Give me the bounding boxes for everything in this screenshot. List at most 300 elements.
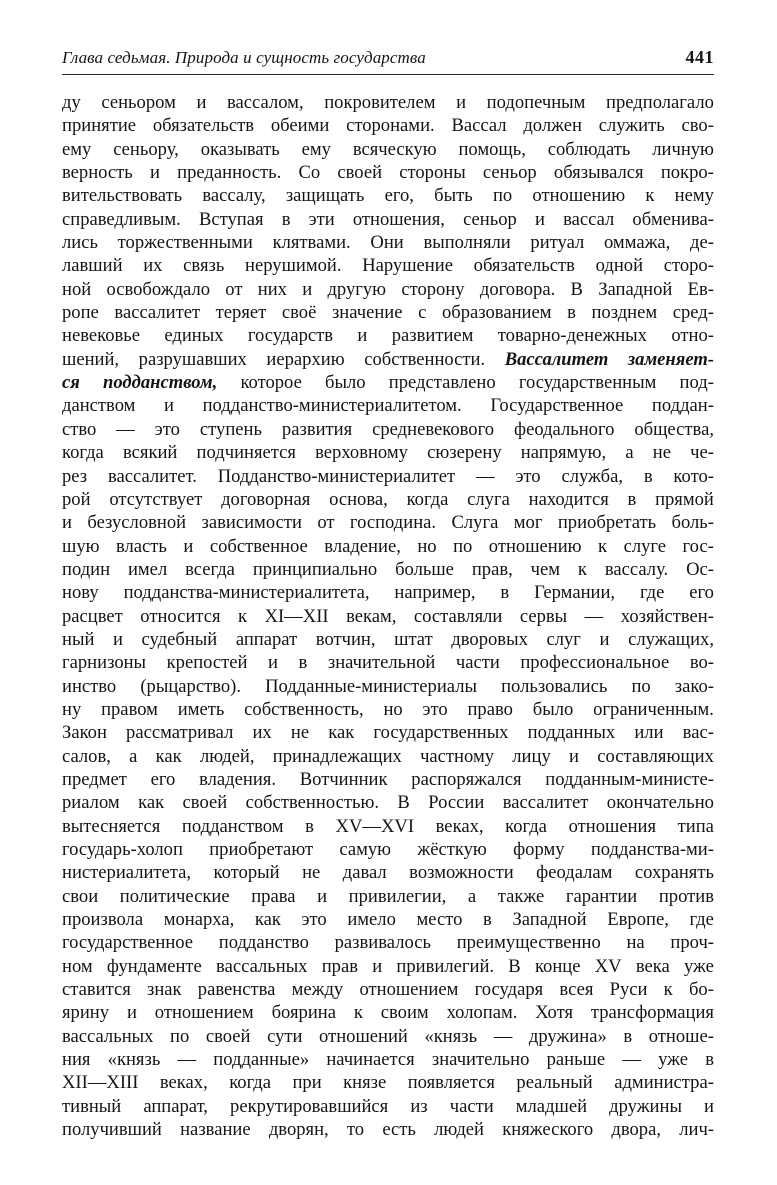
text-run: это [154,418,180,440]
word [142,628,218,651]
word [521,441,606,464]
word [282,418,352,441]
word [686,558,714,581]
word [672,511,714,534]
text-line [62,838,714,861]
word [401,278,464,301]
text-run: че- [690,442,714,464]
text-line [62,955,714,978]
word [319,1025,408,1048]
text-line [62,791,714,814]
word [113,138,179,161]
text-run: отношением [154,1002,254,1024]
text-run: к [645,185,655,207]
word [177,161,281,184]
word [252,721,271,744]
text-run: как [254,909,281,931]
word [328,651,435,674]
text-run: господина. [349,512,437,534]
text-run: салов, [62,745,111,767]
word [451,511,498,534]
text-run: сеньору, [113,138,179,160]
text-run: сво- [681,115,714,137]
word [457,931,601,954]
text-run: прав, [471,558,513,580]
word [652,394,714,417]
emphasis: ся [62,372,80,394]
word [200,418,262,441]
text-run: государь-холоп [62,839,183,860]
text-run: к [353,1002,363,1024]
word [178,698,225,721]
text-run: служащих, [628,628,714,650]
word [299,161,321,184]
text-run: когда [62,442,104,464]
text-run: части [449,1095,494,1117]
text-run: вассалитет [502,792,589,814]
text-run: сторо- [663,255,714,277]
word [339,838,391,861]
text-run: сторону [401,278,465,300]
word [62,978,131,1001]
text-line [62,371,714,394]
text-run: отношения, [352,208,445,230]
word [305,815,314,838]
text-run: форму [513,839,565,860]
word [472,558,513,581]
word [62,675,116,698]
text-run: с [418,302,427,324]
text-run: иерархию [266,348,345,370]
word [266,348,344,371]
text-run: эти [308,208,335,230]
text-run: под- [679,372,714,394]
text-run: феодалам [536,862,613,884]
text-line [62,581,714,604]
word [434,184,473,207]
word [634,721,663,744]
text-run: подданные» [213,1049,310,1071]
word [155,1001,254,1024]
word [535,208,545,231]
word [343,861,387,884]
word [209,838,313,861]
text-run: покровителем [324,92,436,113]
text-run: Западной [598,278,673,300]
text-run: права [251,885,296,907]
text-run: имел [127,558,168,580]
text-run: оммажа, [603,232,671,254]
text-run: веках, [159,1072,208,1094]
text-run: получивший [62,1119,162,1141]
text-run: сохранять [634,862,714,884]
text-run: где [639,582,665,604]
word [611,1118,661,1141]
text-run: и [268,652,278,674]
word [126,721,233,744]
text-line [62,861,714,884]
text-run: как [138,792,165,814]
text-run: «князь [107,1049,161,1071]
text-run: есть [382,1119,416,1141]
text-run: — [177,1049,197,1071]
text-run: не [302,862,321,884]
text-run: давал [342,862,387,884]
word [109,488,202,511]
word [414,605,502,628]
word [418,301,426,324]
word [598,278,672,301]
text-run: право [467,698,513,720]
word [523,114,582,137]
word [62,184,182,207]
word [236,628,297,651]
text-line [62,1048,714,1071]
text-run: это [515,465,541,487]
word [578,558,587,581]
word [593,698,714,721]
text-run: служба, [561,465,623,487]
word [170,1025,189,1048]
word [353,208,445,231]
text-run: гос- [682,535,714,557]
word [653,441,671,464]
text-run: де- [690,232,714,254]
text-line [62,488,714,511]
text-run: своим [380,1002,429,1024]
text-run: это [422,698,448,720]
word [690,651,714,674]
word [621,605,714,628]
word [670,931,714,954]
word [370,231,403,254]
word [625,441,633,464]
text-run: ство [62,418,97,440]
text-run: единых [164,325,224,347]
text-run: имело [347,909,396,931]
text-run: государственное [62,932,194,954]
word [688,278,714,301]
word [558,511,656,534]
text-line [62,161,714,184]
text-run: по [492,185,513,207]
word [520,605,567,628]
word [267,1025,302,1048]
text-run: Ев- [687,278,714,300]
text-run: связь [183,255,225,277]
text-run: также [497,885,545,907]
word [62,535,100,558]
word [410,1095,427,1118]
word [409,861,514,884]
word [202,511,302,534]
text-run: его [150,768,176,790]
text-run: стороны [399,162,466,184]
word [332,301,403,324]
word [394,628,433,651]
text-run: и [534,208,545,230]
word [396,955,494,978]
text-run: вассалитет [114,302,201,324]
text-run: своей [182,792,228,814]
word [512,908,586,931]
word [591,1001,714,1024]
text-run: освобождало [106,278,211,300]
word [451,628,528,651]
word [622,1048,641,1071]
text-run: не [652,442,671,464]
text-run: рой [62,488,91,510]
word [659,885,714,908]
word [62,861,191,884]
header-rule [62,74,714,75]
text-run: XV [594,955,622,977]
text-run: типа [677,815,714,837]
word [683,535,714,558]
word [62,488,91,511]
text-run: правом [101,698,158,720]
word [346,114,435,137]
word [442,301,552,324]
word [164,394,174,417]
word [432,1048,530,1071]
text-run: торжественными [117,232,253,254]
word [569,745,579,768]
text-run: аппарат [235,628,298,650]
word [614,1071,714,1094]
text-run: основа, [329,488,388,510]
text-run: а [129,745,138,767]
text-run: монарха, [163,909,235,931]
text-run: государств [247,325,334,347]
word [178,1048,197,1071]
text-run: обеими [270,115,330,137]
text-run: крепостей [166,652,248,674]
word [62,955,93,978]
text-run: верховному [315,442,408,464]
text-run: подданством [181,815,284,837]
text-run: договорная [221,488,311,510]
word [675,675,714,698]
text-run: прямой [655,488,714,510]
text-run: помощь, [458,138,526,160]
word [62,1095,121,1118]
text-run: века [635,955,670,977]
text-run: больше [395,558,454,580]
text-line [62,605,714,628]
text-run: ной [62,278,92,300]
word [107,955,202,978]
text-line [62,675,714,698]
word [326,1048,414,1071]
text-run: вас- [682,722,714,744]
word [324,535,401,558]
text-run: предмет [62,768,127,790]
word [535,1001,573,1024]
word [203,394,462,417]
word [302,861,320,884]
word [494,1025,513,1048]
word [528,721,616,744]
word [272,1001,336,1024]
word [201,138,280,161]
word [501,675,607,698]
text-run: разрушавших [138,348,247,370]
word [183,254,224,277]
page-number: 441 [685,47,714,67]
text-run: и [126,1002,137,1024]
word [383,698,402,721]
word [600,628,610,651]
word [467,698,512,721]
word [475,978,544,1001]
word [62,838,183,861]
text-run: и [569,745,579,767]
text-run: Подданные-министериалы [265,675,477,697]
text-run: вительствовать [62,185,183,207]
text-run: вассалитет. [107,465,197,487]
text-run: сеньор [463,208,517,230]
word [164,324,223,347]
word [450,1095,494,1118]
text-run: Ос- [686,558,714,580]
text-run: инство [62,675,117,697]
word [225,278,242,301]
emphasis: Вассалитет [504,348,609,370]
word [512,745,550,768]
text-run: принципиально [252,558,378,580]
word [354,1001,363,1024]
word [316,628,376,651]
word [664,978,673,1001]
word [689,908,713,931]
text-run: справедливым. [62,208,181,230]
word [597,745,714,768]
word [554,161,644,184]
word [599,114,665,137]
text-run: Закон [62,722,107,744]
text-run: ставится [62,979,131,1001]
text-run: проч- [670,932,714,954]
word [394,581,475,604]
word [530,231,584,254]
text-run: во- [689,652,714,674]
text-run: рекрутировавшийся [230,1095,389,1117]
text-run: младшей [515,1095,588,1117]
word [673,301,714,324]
word [516,1095,587,1118]
text-run: который [213,862,280,884]
word [624,535,666,558]
text-run: Европе, [607,909,669,931]
text-run: владения. [199,768,276,790]
text-run: нову [62,582,99,604]
word [337,161,382,184]
text-run: — [476,465,495,487]
word [255,908,281,931]
word [62,301,99,324]
text-run: предполагало [606,92,714,113]
word [505,815,547,838]
word [268,651,278,674]
text-run: распоряжался [411,768,522,790]
text-line [62,114,714,137]
word [534,581,615,604]
word [595,955,622,978]
word [498,885,545,908]
text-run: судебный [141,628,218,650]
word [343,1071,386,1094]
word [493,184,512,207]
word [382,1118,416,1141]
word [671,324,714,347]
word [519,371,657,394]
word [62,558,110,581]
text-run: двора, [611,1119,661,1141]
text-run: к [238,605,248,627]
text-run: дружина» [528,1025,607,1047]
text-run: в [623,1025,633,1047]
word [282,301,316,324]
text-run: верность [62,162,133,184]
word [649,1025,714,1048]
word [673,465,714,488]
word [62,908,143,931]
word [196,91,206,114]
word [155,418,180,441]
word [357,324,367,347]
text-run: XV—XVI [335,815,415,837]
word [609,1095,682,1118]
text-run: составляли [413,605,503,627]
text-line [62,628,714,651]
text-run: владение, [324,535,401,557]
word [336,815,415,838]
word [292,1071,321,1094]
word [151,768,176,791]
text-run: и [302,278,313,300]
text-run: или [634,722,664,744]
text-run: привилегий. [396,955,495,977]
text-run: государя [474,979,544,1001]
word [124,581,370,604]
word [346,605,396,628]
text-line [62,348,714,371]
word [62,324,140,347]
text-run: подопечным [486,92,586,113]
word [546,628,580,651]
text-run: Вассал [451,115,507,137]
word [364,348,485,371]
word [417,535,436,558]
text-run: то [346,1119,365,1141]
text-run: Нарушение [362,255,453,277]
word [682,114,714,137]
text-run: и [372,955,383,977]
text-run: сред- [672,302,714,324]
text-run: штат [394,628,433,650]
text-line [62,721,714,744]
word [62,138,91,161]
word [532,184,625,207]
word [271,114,329,137]
word [62,1025,153,1048]
word [62,745,111,768]
word [139,348,247,371]
text-run: преданность. [177,162,282,184]
word [101,698,158,721]
text-run: в [483,909,492,931]
